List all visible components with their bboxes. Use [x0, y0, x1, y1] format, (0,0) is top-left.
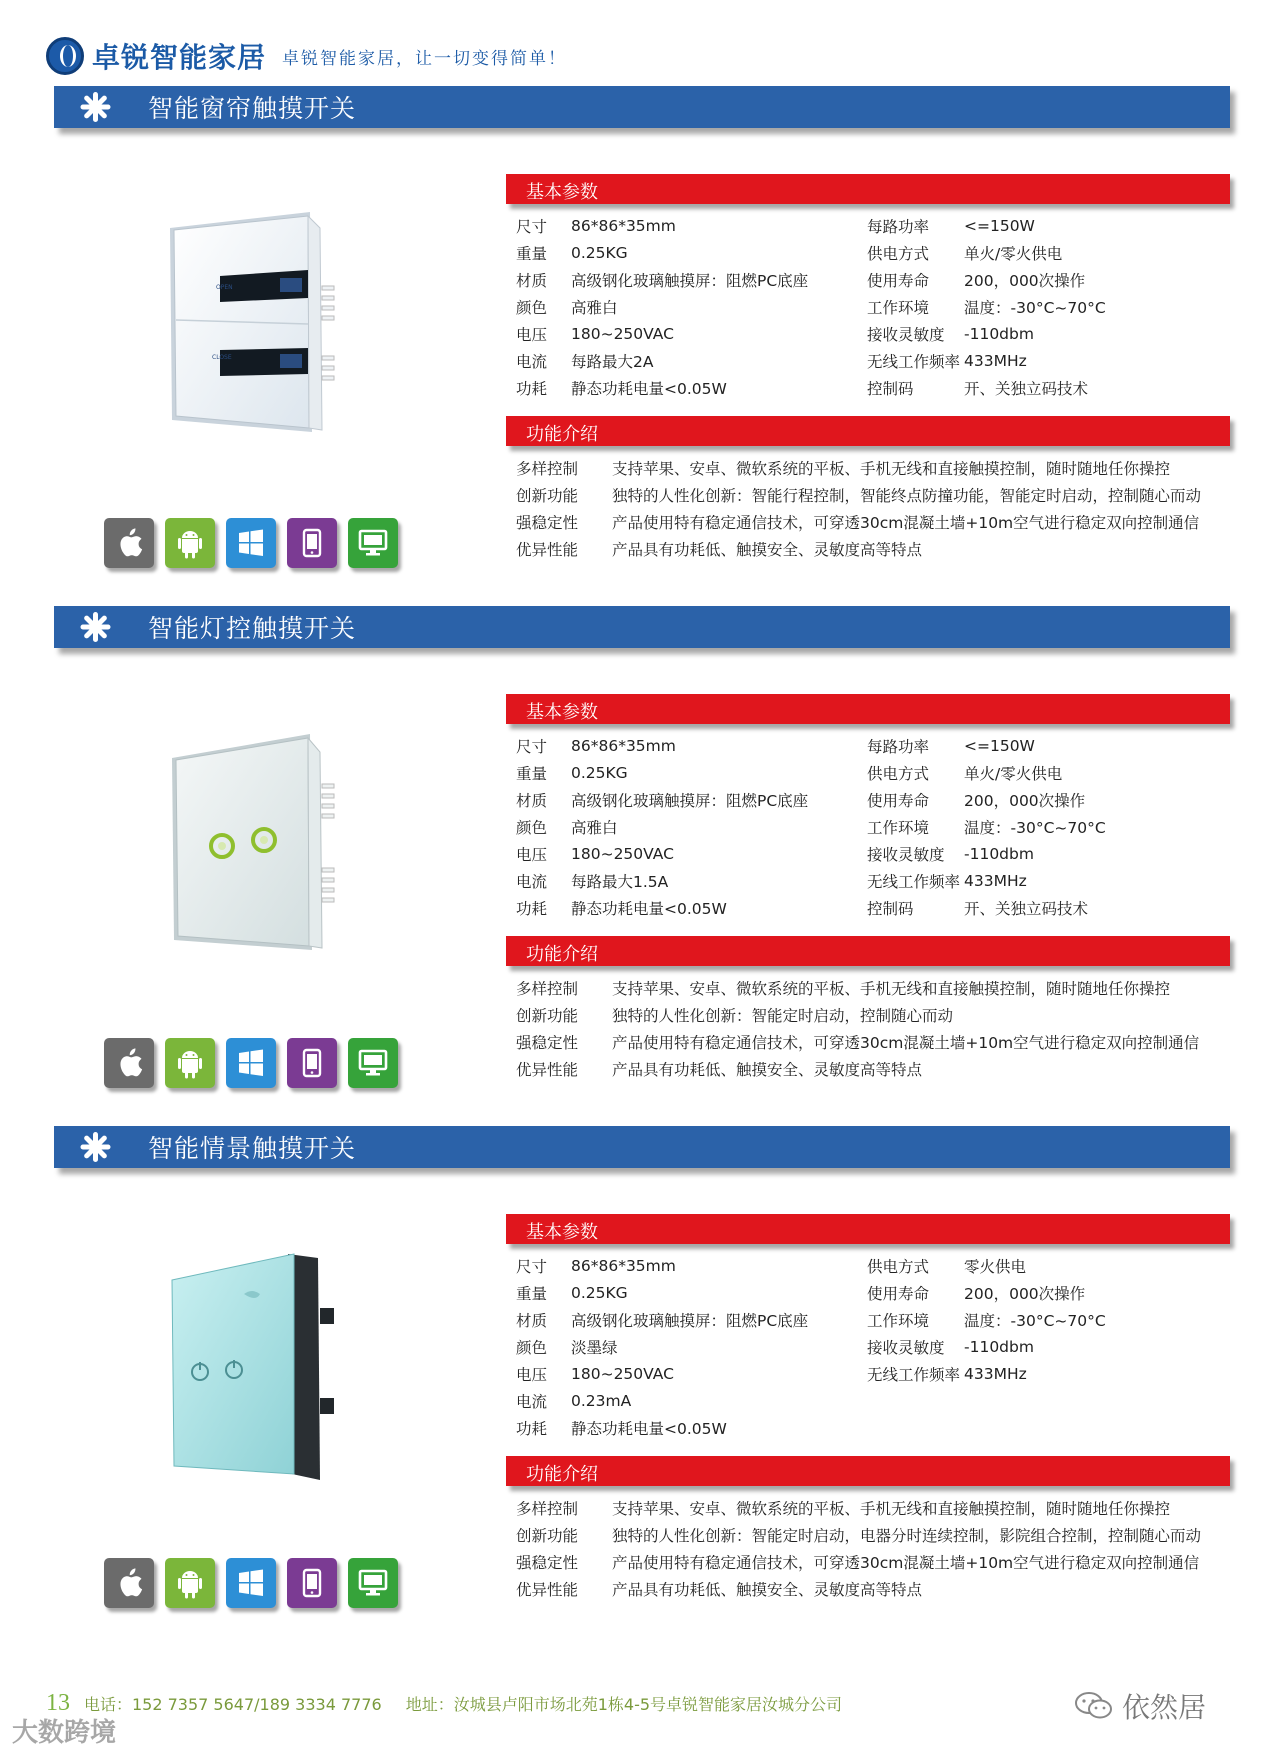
- feature-row: [516, 1001, 1230, 1028]
- watermark: 大数跨境: [12, 1718, 117, 1748]
- apple-icon: [104, 1038, 154, 1088]
- param-key: 接收灵敏度: [867, 845, 945, 864]
- monitor-icon: [348, 1038, 398, 1088]
- feature-key: 优异性能: [516, 1060, 579, 1079]
- feature-key: 强稳定性: [516, 1553, 579, 1572]
- param-value: 0.25KG: [571, 763, 628, 782]
- param-key: 使用寿命: [867, 271, 930, 290]
- params-row: [516, 867, 1216, 894]
- features-list: [516, 454, 1230, 562]
- wechat-account: [1074, 1686, 1206, 1726]
- product-image: [160, 208, 360, 448]
- param-value: 静态功耗电量<0.05W: [571, 379, 727, 398]
- apple-icon: [104, 518, 154, 568]
- brand-name: 卓锐智能家居: [92, 41, 267, 74]
- param-value: 零火供电: [964, 1257, 1027, 1276]
- feature-key: 多样控制: [516, 459, 579, 478]
- param-key: 重量: [516, 764, 548, 783]
- param-key: 供电方式: [867, 764, 930, 783]
- params-row: [516, 1387, 1216, 1414]
- param-value: 200，000次操作: [964, 271, 1086, 290]
- feature-value: 产品具有功耗低、触摸安全、灵敏度高等特点: [612, 1580, 923, 1599]
- section-title-bar: [54, 1126, 1230, 1168]
- feature-row: [516, 535, 1230, 562]
- param-key: 供电方式: [867, 244, 930, 263]
- param-value: 温度：-30°C~70°C: [964, 818, 1106, 837]
- param-value: 高级钢化玻璃触摸屏：阻燃PC底座: [571, 271, 809, 290]
- param-value: 静态功耗电量<0.05W: [571, 899, 727, 918]
- platform-icons: [104, 1038, 398, 1088]
- feature-row: [516, 1548, 1230, 1575]
- params-header-bar: [506, 694, 1230, 724]
- param-value: 200，000次操作: [964, 791, 1086, 810]
- params-row: [516, 759, 1216, 786]
- params-row: [516, 212, 1216, 239]
- param-value: 180~250VAC: [571, 1364, 674, 1383]
- param-key: 电流: [516, 872, 548, 891]
- param-value: 433MHz: [964, 1364, 1027, 1383]
- params-row: [516, 347, 1216, 374]
- feature-row: [516, 1521, 1230, 1548]
- param-key: 工作环境: [867, 298, 930, 317]
- param-value: 开、关独立码技术: [964, 899, 1089, 918]
- param-value: 200，000次操作: [964, 1284, 1086, 1303]
- feature-value: 独特的人性化创新：智能行程控制，智能终点防撞功能，智能定时启动，控制随心而动: [612, 486, 1202, 505]
- params-row: [516, 266, 1216, 293]
- product-image: [160, 728, 360, 968]
- param-value: 高雅白: [571, 818, 618, 837]
- tablet-icon: [287, 518, 337, 568]
- feature-key: 多样控制: [516, 979, 579, 998]
- param-key: 无线工作频率: [867, 1365, 961, 1384]
- brand-logo-icon: [46, 37, 84, 75]
- monitor-icon: [348, 518, 398, 568]
- param-key: 电压: [516, 845, 548, 864]
- params-row: [516, 1252, 1216, 1279]
- params-row: [516, 840, 1216, 867]
- feature-row: [516, 1494, 1230, 1521]
- feature-row: [516, 974, 1230, 1001]
- feature-value: 产品具有功耗低、触摸安全、灵敏度高等特点: [612, 1060, 923, 1079]
- param-key: 无线工作频率: [867, 872, 961, 891]
- params-header-label: 基本参数: [526, 1222, 598, 1243]
- feature-value: 独特的人性化创新：智能定时启动，控制随心而动: [612, 1006, 954, 1025]
- params-row: [516, 732, 1216, 759]
- param-key: 电流: [516, 352, 548, 371]
- param-key: 电压: [516, 1365, 548, 1384]
- windows-icon: [226, 518, 276, 568]
- monitor-icon: [348, 1558, 398, 1608]
- android-icon: [165, 518, 215, 568]
- param-value: 0.23mA: [571, 1391, 632, 1410]
- feature-key: 强稳定性: [516, 1033, 579, 1052]
- apple-icon: [104, 1558, 154, 1608]
- param-value: 静态功耗电量<0.05W: [571, 1419, 727, 1438]
- param-key: 控制码: [867, 379, 914, 398]
- feature-row: [516, 1575, 1230, 1602]
- params-row: [516, 1306, 1216, 1333]
- param-value: 每路最大2A: [571, 352, 654, 371]
- param-key: 重量: [516, 244, 548, 263]
- param-value: -110dbm: [964, 324, 1034, 343]
- feature-value: 支持苹果、安卓、微软系统的平板、手机无线和直接触摸控制，随时随地任你操控: [612, 979, 1171, 998]
- param-value: 433MHz: [964, 871, 1027, 890]
- param-key: 尺寸: [516, 1257, 548, 1276]
- param-value: 高级钢化玻璃触摸屏：阻燃PC底座: [571, 1311, 809, 1330]
- params-row: [516, 813, 1216, 840]
- section-title: 智能情景触摸开关: [148, 1134, 357, 1163]
- feature-key: 创新功能: [516, 1526, 579, 1545]
- param-value: <=150W: [964, 216, 1035, 235]
- param-value: <=150W: [964, 736, 1035, 755]
- windows-icon: [226, 1038, 276, 1088]
- section-title: 智能灯控触摸开关: [148, 614, 357, 643]
- device-close-label: CLOSE: [212, 354, 232, 361]
- tablet-icon: [287, 1038, 337, 1088]
- param-key: 尺寸: [516, 217, 548, 236]
- param-key: 每路功率: [867, 737, 930, 756]
- params-header-bar: [506, 174, 1230, 204]
- param-value: 单火/零火供电: [964, 244, 1063, 263]
- feature-key: 创新功能: [516, 1006, 579, 1025]
- param-value: 单火/零火供电: [964, 764, 1063, 783]
- param-key: 工作环境: [867, 818, 930, 837]
- param-value: 温度：-30°C~70°C: [964, 1311, 1106, 1330]
- feature-value: 产品具有功耗低、触摸安全、灵敏度高等特点: [612, 540, 923, 559]
- param-key: 材质: [516, 271, 548, 290]
- brand-header: [46, 36, 567, 76]
- feature-value: 支持苹果、安卓、微软系统的平板、手机无线和直接触摸控制，随时随地任你操控: [612, 1499, 1171, 1518]
- param-key: 电压: [516, 325, 548, 344]
- param-value: 180~250VAC: [571, 324, 674, 343]
- params-row: [516, 320, 1216, 347]
- param-key: 材质: [516, 1311, 548, 1330]
- param-key: 接收灵敏度: [867, 1338, 945, 1357]
- param-key: 材质: [516, 791, 548, 810]
- param-value: 高雅白: [571, 298, 618, 317]
- param-key: 使用寿命: [867, 1284, 930, 1303]
- feature-row: [516, 454, 1230, 481]
- param-key: 控制码: [867, 899, 914, 918]
- features-header-label: 功能介绍: [526, 424, 598, 445]
- param-value: 0.25KG: [571, 1283, 628, 1302]
- params-header-label: 基本参数: [526, 702, 598, 723]
- features-header-label: 功能介绍: [526, 944, 598, 965]
- param-value: 开、关独立码技术: [964, 379, 1089, 398]
- params-row: [516, 239, 1216, 266]
- feature-row: [516, 481, 1230, 508]
- param-value: 180~250VAC: [571, 844, 674, 863]
- pinwheel-icon: [78, 610, 112, 644]
- param-value: -110dbm: [964, 844, 1034, 863]
- device-open-label: OPEN: [216, 284, 233, 291]
- footer-address: 地址：汝城县卢阳市场北苑1栋4-5号卓锐智能家居汝城分公司: [405, 1695, 843, 1714]
- product-image: [160, 1248, 360, 1488]
- param-key: 重量: [516, 1284, 548, 1303]
- feature-key: 强稳定性: [516, 513, 579, 532]
- feature-row: [516, 1028, 1230, 1055]
- params-header-label: 基本参数: [526, 182, 598, 203]
- section-title: 智能窗帘触摸开关: [148, 94, 357, 123]
- param-key: 每路功率: [867, 217, 930, 236]
- params-table: [516, 1252, 1216, 1441]
- features-header-bar: [506, 416, 1230, 446]
- params-header-bar: [506, 1214, 1230, 1244]
- param-key: 工作环境: [867, 1311, 930, 1330]
- param-value: 淡墨绿: [571, 1338, 618, 1357]
- features-list: [516, 974, 1230, 1082]
- param-value: 86*86*35mm: [571, 216, 676, 235]
- footer: [46, 1690, 842, 1718]
- android-icon: [165, 1038, 215, 1088]
- param-key: 无线工作频率: [867, 352, 961, 371]
- param-key: 颜色: [516, 298, 548, 317]
- pinwheel-icon: [78, 90, 112, 124]
- brand-slogan: 卓锐智能家居，让一切变得简单！: [282, 48, 568, 69]
- params-row: [516, 374, 1216, 401]
- param-value: 高级钢化玻璃触摸屏：阻燃PC底座: [571, 791, 809, 810]
- feature-key: 创新功能: [516, 486, 579, 505]
- feature-key: 优异性能: [516, 1580, 579, 1599]
- param-value: 86*86*35mm: [571, 1256, 676, 1275]
- features-header-label: 功能介绍: [526, 1464, 598, 1485]
- platform-icons: [104, 518, 398, 568]
- features-header-bar: [506, 1456, 1230, 1486]
- section-title-bar: [54, 86, 1230, 128]
- param-value: 433MHz: [964, 351, 1027, 370]
- param-value: 温度：-30°C~70°C: [964, 298, 1106, 317]
- param-key: 使用寿命: [867, 791, 930, 810]
- param-key: 尺寸: [516, 737, 548, 756]
- params-row: [516, 1333, 1216, 1360]
- wechat-name: 依然居: [1122, 1691, 1207, 1724]
- platform-icons: [104, 1558, 398, 1608]
- feature-row: [516, 1055, 1230, 1082]
- params-row: [516, 1360, 1216, 1387]
- feature-value: 产品使用特有稳定通信技术，可穿透30cm混凝土墙+10m空气进行稳定双向控制通信: [612, 1553, 1200, 1572]
- android-icon: [165, 1558, 215, 1608]
- windows-icon: [226, 1558, 276, 1608]
- feature-key: 优异性能: [516, 540, 579, 559]
- param-key: 功耗: [516, 1419, 548, 1438]
- feature-key: 多样控制: [516, 1499, 579, 1518]
- params-table: [516, 212, 1216, 401]
- param-key: 电流: [516, 1392, 548, 1411]
- pinwheel-icon: [78, 1130, 112, 1164]
- params-row: [516, 1414, 1216, 1441]
- param-value: -110dbm: [964, 1337, 1034, 1356]
- wechat-icon: [1074, 1691, 1114, 1721]
- params-row: [516, 786, 1216, 813]
- param-key: 功耗: [516, 379, 548, 398]
- param-value: 86*86*35mm: [571, 736, 676, 755]
- params-row: [516, 894, 1216, 921]
- tablet-icon: [287, 1558, 337, 1608]
- page-number: 13: [46, 1690, 70, 1716]
- param-key: 颜色: [516, 818, 548, 837]
- feature-value: 产品使用特有稳定通信技术，可穿透30cm混凝土墙+10m空气进行稳定双向控制通信: [612, 513, 1200, 532]
- params-row: [516, 293, 1216, 320]
- features-header-bar: [506, 936, 1230, 966]
- feature-row: [516, 508, 1230, 535]
- feature-value: 支持苹果、安卓、微软系统的平板、手机无线和直接触摸控制，随时随地任你操控: [612, 459, 1171, 478]
- param-key: 接收灵敏度: [867, 325, 945, 344]
- section-title-bar: [54, 606, 1230, 648]
- param-key: 供电方式: [867, 1257, 930, 1276]
- param-value: 0.25KG: [571, 243, 628, 262]
- param-key: 功耗: [516, 899, 548, 918]
- params-row: [516, 1279, 1216, 1306]
- params-table: [516, 732, 1216, 921]
- param-value: 每路最大1.5A: [571, 872, 669, 891]
- footer-phone: 电话：152 7357 5647/189 3334 7776: [84, 1695, 382, 1714]
- param-key: 颜色: [516, 1338, 548, 1357]
- feature-value: 产品使用特有稳定通信技术，可穿透30cm混凝土墙+10m空气进行稳定双向控制通信: [612, 1033, 1200, 1052]
- features-list: [516, 1494, 1230, 1602]
- feature-value: 独特的人性化创新：智能定时启动，电器分时连续控制，影院组合控制，控制随心而动: [612, 1526, 1202, 1545]
